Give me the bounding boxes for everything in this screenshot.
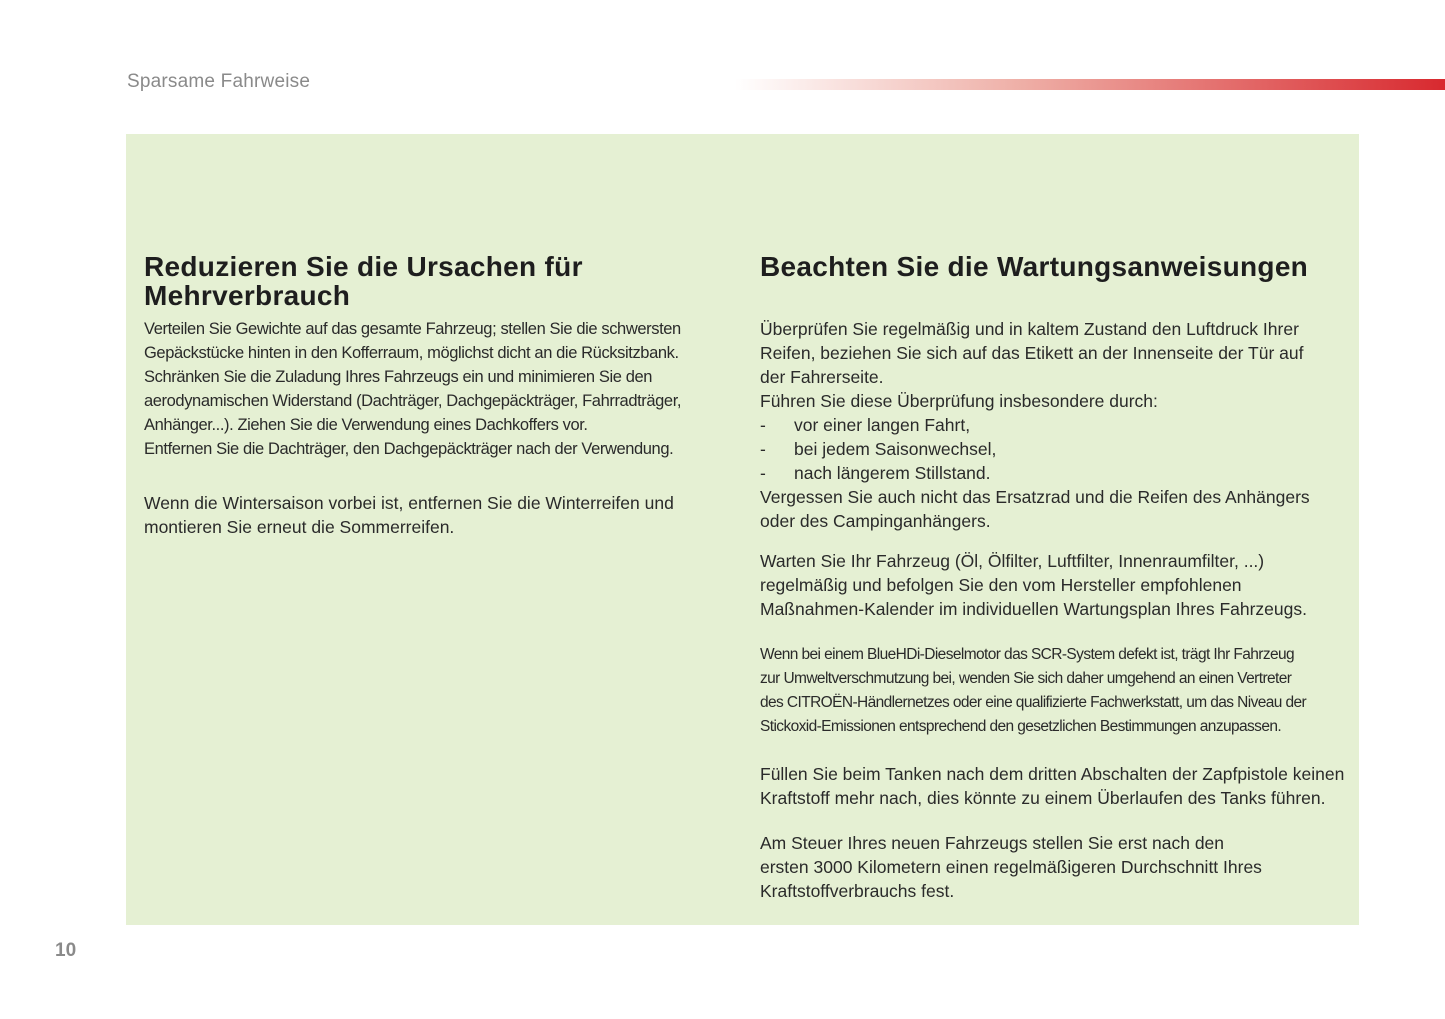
text-line: der Fahrerseite. [760,367,884,387]
right-paragraph-new-vehicle [760,831,1350,903]
content-panel [126,134,1359,925]
text-line: ersten 3000 Kilometern einen regelmäßigeren Durchschnitt Ihres [760,857,1262,877]
text-line: zur Umweltverschmutzung bei, wenden Sie sich daher umgehend an einen Vertreter [760,670,1292,687]
text-line: Am Steuer Ihres neuen Fahrzeugs stellen Sie erst nach den [760,833,1225,853]
list-item-text: bei jedem Saisonwechsel, [794,439,997,459]
right-heading: Beachten Sie die Wartungsanweisungen [760,251,1309,282]
text-line: Maßnahmen-Kalender im individuellen Wartungsplan Ihres Fahrzeugs. [760,599,1307,619]
text-line: Vergessen Sie auch nicht das Ersatzrad und die Reifen des Anhängers [760,487,1310,507]
text-line: Überprüfen Sie regelmäßig und in kaltem Zustand den Luftdruck Ihrer [760,319,1299,339]
text-line: Verteilen Sie Gewichte auf das gesamte Fahrzeug; stellen Sie die schwersten [144,320,681,338]
list-item [760,461,1350,485]
text-line: oder des Campinganhängers. [760,511,991,531]
text-line: Entfernen Sie die Dachträger, den Dachgepäckträger nach der Verwendung. [144,440,674,458]
text-line: Füllen Sie beim Tanken nach dem dritten Abschalten der Zapfpistole keinen [760,764,1345,784]
text-line: Gepäckstücke hinten in den Kofferraum, möglichst dicht an die Rücksitzbank. [144,344,679,362]
header-accent-bar [735,79,1445,90]
right-paragraph-tyres [760,317,1350,413]
text-line: regelmäßig und befolgen Sie den vom Hersteller empfohlenen [760,575,1242,595]
right-paragraph-scr [760,643,1350,739]
text-line: Wenn bei einem BlueHDi-Dieselmotor das SCR-System defekt ist, trägt Ihr Fahrzeug [760,646,1295,663]
left-heading-line: Mehrverbrauch [144,280,351,311]
dash-bullet: - [760,415,766,435]
text-line: Kraftstoffverbrauchs fest. [760,881,955,901]
right-paragraph-maintenance [760,549,1350,621]
left-paragraph-winter [144,491,729,539]
right-paragraph-spare [760,485,1350,533]
text-line: Schränken Sie die Zuladung Ihres Fahrzeugs ein und minimieren Sie den [144,368,653,386]
page-number: 10 [55,940,77,961]
text-line: Wenn die Wintersaison vorbei ist, entfernen Sie die Winterreifen und [144,493,674,513]
right-column [760,252,1350,903]
check-list [760,413,1350,485]
left-paragraph-weight [144,317,729,461]
text-line: des CITROËN-Händlernetzes oder eine qualifizierte Fachwerkstatt, um das Niveau der [760,694,1307,711]
list-item-text: vor einer langen Fahrt, [794,415,971,435]
list-item-text: nach längerem Stillstand. [794,463,991,483]
text-line: aerodynamischen Widerstand (Dachträger, Dachgepäckträger, Fahrradträger, [144,392,682,410]
list-item [760,437,1350,461]
left-heading [144,252,729,310]
left-column [144,252,729,539]
left-heading-line: Reduzieren Sie die Ursachen für [144,251,583,282]
list-item [760,413,1350,437]
text-line: Anhänger...). Ziehen Sie die Verwendung eines Dachkoffers vor. [144,416,588,434]
text-line: Stickoxid-Emissionen entsprechend den gesetzlichen Bestimmungen anzupassen. [760,718,1282,735]
text-line: montieren Sie erneut die Sommerreifen. [144,517,455,537]
text-line: Reifen, beziehen Sie sich auf das Etikett an der Innenseite der Tür auf [760,343,1304,363]
text-line: Warten Sie Ihr Fahrzeug (Öl, Ölfilter, Luftfilter, Innenraumfilter, ...) [760,551,1265,571]
dash-bullet: - [760,439,766,459]
section-title: Sparsame Fahrweise [127,71,311,92]
dash-bullet: - [760,463,766,483]
text-line: Führen Sie diese Überprüfung insbesondere durch: [760,391,1158,411]
right-paragraph-refuel [760,762,1350,810]
text-line: Kraftstoff mehr nach, dies könnte zu einem Überlaufen des Tanks führen. [760,788,1326,808]
